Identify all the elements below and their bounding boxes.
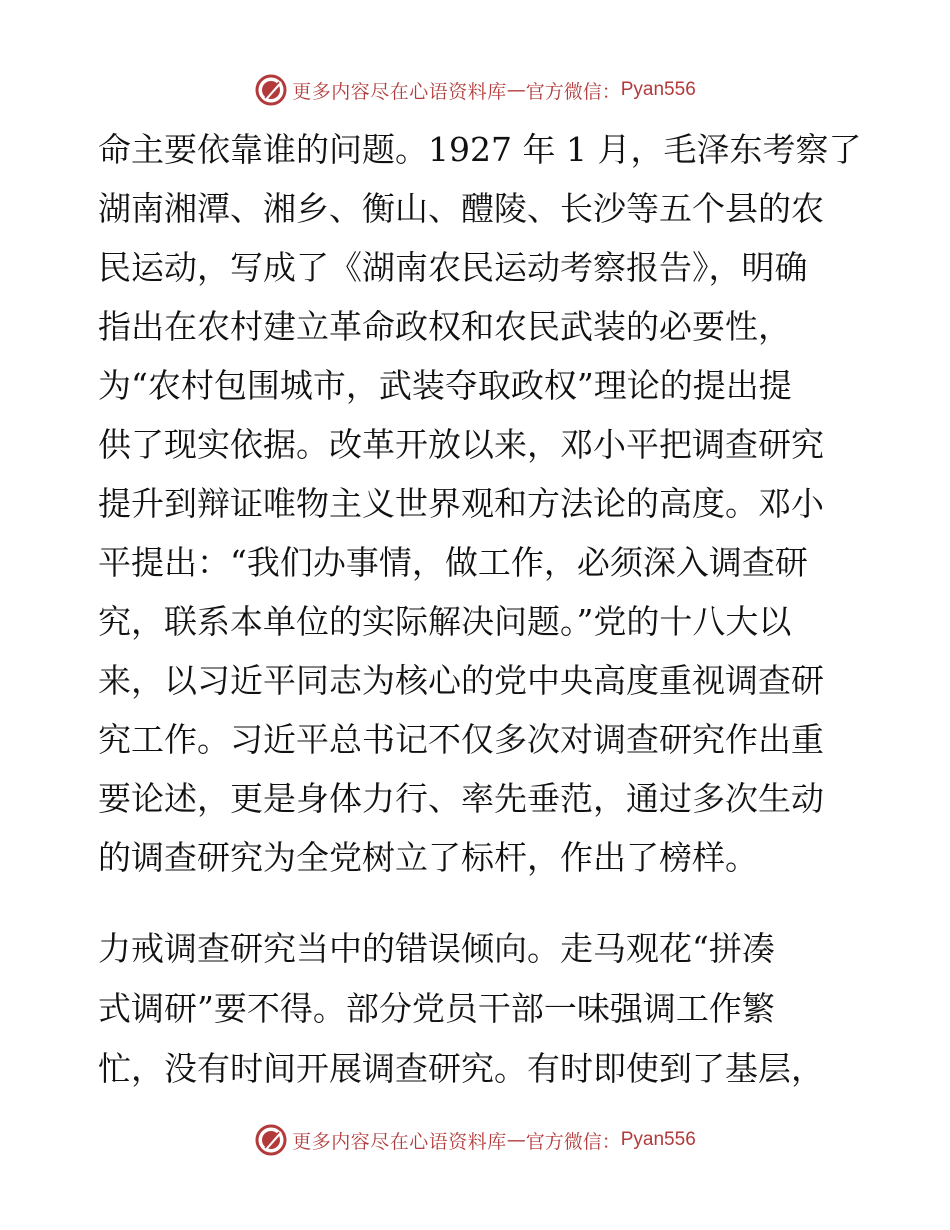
text-line: 提升到辩证唯物主义世界观和方法论的高度。邓小 xyxy=(98,484,824,523)
watermark-text: 更多内容尽在心语资料库 xyxy=(292,1130,507,1153)
text-line: 究工作。习近平总书记不仅多次对调查研究作出重 xyxy=(98,720,824,759)
watermark-label: 官方微信： xyxy=(525,1130,621,1153)
text-line: 供了现实依据。改革开放以来，邓小平把调查研究 xyxy=(98,425,824,464)
text-line: 究，联系本单位的实际解决问题。”党的十八大以 xyxy=(98,602,792,641)
watermark-separator: — xyxy=(506,1129,526,1151)
watermark-text: 更多内容尽在心语资料库 xyxy=(292,80,507,103)
text-line: 式调研”要不得。部分党员干部一味强调工作繁 xyxy=(98,989,775,1028)
watermark-wechat-id: Pyan556 xyxy=(620,1129,696,1150)
document-body xyxy=(98,120,862,1099)
footer-watermark xyxy=(0,1120,950,1160)
header-watermark xyxy=(0,70,950,110)
watermark-separator: — xyxy=(506,79,526,101)
text-line: 力戒调查研究当中的错误倾向。走马观花“拼凑 xyxy=(98,929,775,968)
watermark-wechat-id: Pyan556 xyxy=(620,79,696,100)
text-line: 忙，没有时间开展调查研究。有时即使到了基层， xyxy=(98,1049,824,1088)
text-line: 要论述，更是身体力行、率先垂范，通过多次生动 xyxy=(98,779,824,818)
text-line: 命主要依靠谁的问题。1927 年 1 月，毛泽东考察了 xyxy=(98,130,862,169)
pen-logo-icon xyxy=(254,1123,288,1157)
paragraph xyxy=(98,919,858,1099)
text-line: 平提出：“我们办事情，做工作，必须深入调查研 xyxy=(98,543,808,582)
text-line: 指出在农村建立革命政权和农民武装的必要性， xyxy=(98,307,791,346)
paragraph xyxy=(98,120,862,887)
pen-logo-icon xyxy=(254,73,288,107)
text-line: 民运动，写成了《湖南农民运动考察报告》，明确 xyxy=(98,248,808,287)
text-line: 来，以习近平同志为核心的党中央高度重视调查研 xyxy=(98,661,824,700)
text-line: 湖南湘潭、湘乡、衡山、醴陵、长沙等五个县的农 xyxy=(98,189,824,228)
watermark-label: 官方微信： xyxy=(525,80,621,103)
text-line: 为“农村包围城市，武装夺取政权”理论的提出提 xyxy=(98,366,792,405)
text-line: 的调查研究为全党树立了标杆，作出了榜样。 xyxy=(98,838,758,877)
